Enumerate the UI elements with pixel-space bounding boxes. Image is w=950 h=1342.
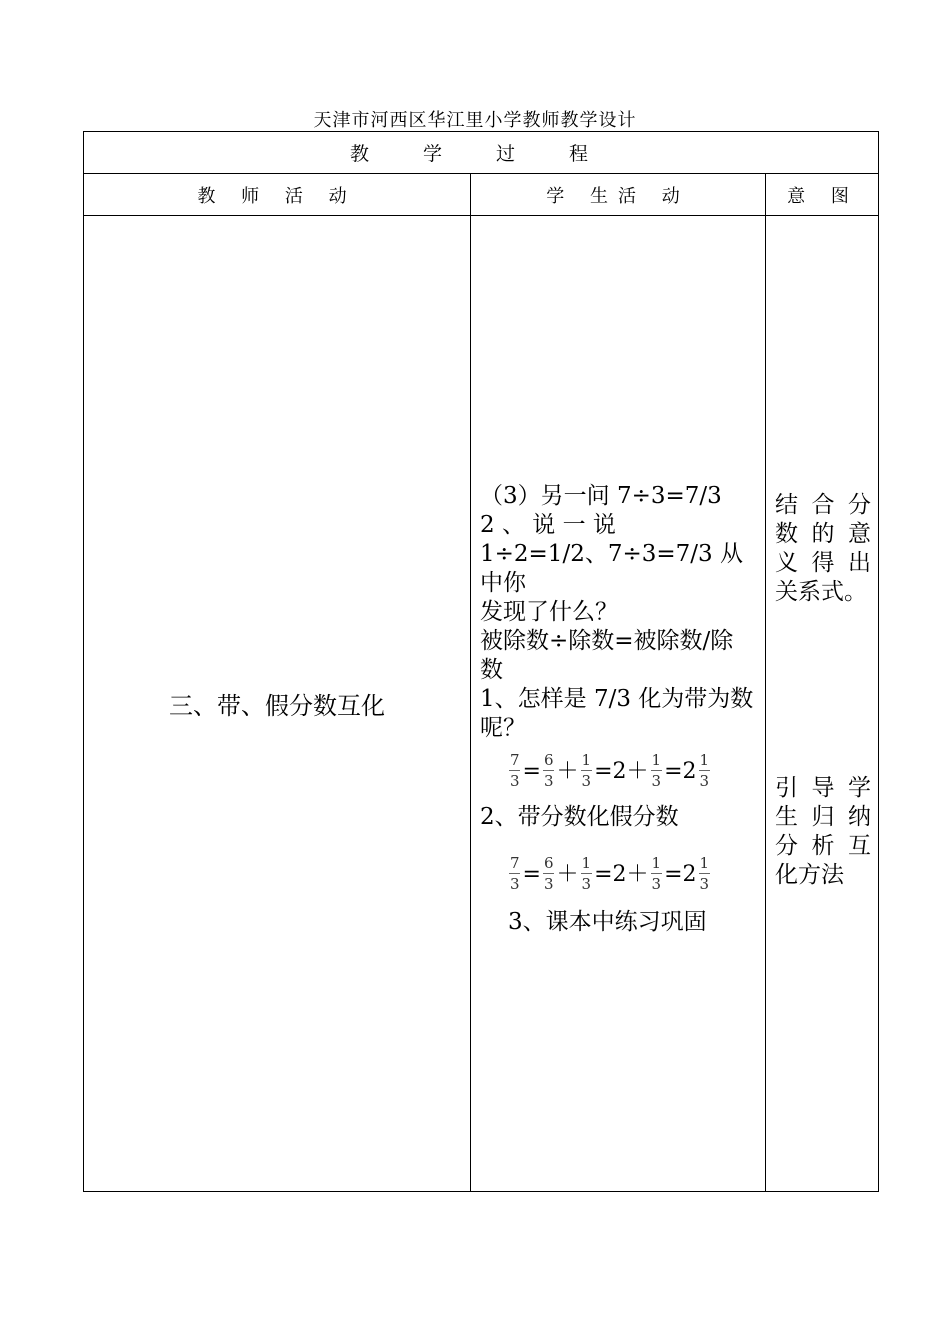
student-activity-header: 学 生活 动 <box>546 185 690 207</box>
intent-header: 意 图 <box>787 185 859 207</box>
fraction: $\frac{1}{3}$ <box>651 854 662 893</box>
intent-line: 义 得 出 <box>775 550 871 576</box>
intent-line: 分 析 互 <box>775 833 871 859</box>
column-divider <box>765 174 766 1191</box>
fraction: $\frac{1}{3}$ <box>699 854 710 893</box>
process-title: 教 学 过 程 <box>84 132 878 174</box>
student-word: 说 <box>592 512 616 538</box>
intent-line: 生 归 纳 <box>775 804 871 830</box>
fraction: $\frac{7}{3}$ <box>510 751 520 790</box>
lesson-design-table <box>83 131 879 1192</box>
fraction: $\frac{6}{3}$ <box>543 751 554 790</box>
fraction: $\frac{1}{3}$ <box>581 751 592 790</box>
fraction: $\frac{1}{3}$ <box>699 751 710 790</box>
fraction-formula: $\frac{7}{3}$ = $\frac{6}{3}$ ＋ $\frac{1}{3}$ =2＋ $\frac{1}{3}$ =2 $\frac{1}{3}$ <box>510 854 710 893</box>
teacher-activity-header: 教 师 活 动 <box>197 185 357 207</box>
fraction: $\frac{7}{3}$ <box>510 854 520 893</box>
student-word: 说 <box>532 512 556 538</box>
document-title: 天津市河西区华江里小学教师教学设计 <box>313 110 637 131</box>
student-line: 呢？ <box>480 715 526 741</box>
intent-line: 结 合 分 <box>775 492 871 518</box>
fraction: $\frac{6}{3}$ <box>543 854 554 893</box>
fraction: $\frac{1}{3}$ <box>651 751 662 790</box>
student-line <box>480 511 757 540</box>
student-line: 1、怎样是 7/3 化为带为数 <box>480 686 754 712</box>
column-divider <box>470 174 471 1191</box>
intent-block <box>775 774 871 890</box>
student-word: 一 <box>562 512 586 538</box>
column-header-row <box>84 174 878 216</box>
fraction: $\frac{1}{3}$ <box>581 854 592 893</box>
intent-block <box>775 491 871 607</box>
student-line: 2、带分数化假分数 <box>480 804 679 830</box>
student-line: 1÷2=1/2、7÷3=7/3 从中你 <box>480 541 743 596</box>
intent-line: 数 的 意 <box>775 521 871 547</box>
student-word: 2 <box>480 512 495 538</box>
intent-line: 化方法 <box>775 862 844 888</box>
fraction-formula: $\frac{7}{3}$ = $\frac{6}{3}$ ＋ $\frac{1}{3}$ =2＋ $\frac{1}{3}$ =2 $\frac{1}{3}$ <box>510 751 710 790</box>
student-line: （3）另一问 7÷3=7/3 <box>480 483 722 509</box>
student-line: 被除数÷除数=被除数/除 <box>480 628 734 654</box>
teacher-activity-cell: 三、带、假分数互化 <box>169 692 385 720</box>
student-word: 、 <box>501 512 525 538</box>
student-line: 数 <box>480 657 503 683</box>
intent-line: 引 导 学 <box>775 775 871 801</box>
student-line: 3、课本中练习巩固 <box>508 909 707 935</box>
intent-line: 关系式。 <box>775 579 867 605</box>
student-activity-cell <box>480 482 757 937</box>
student-line: 发现了什么？ <box>480 599 618 625</box>
